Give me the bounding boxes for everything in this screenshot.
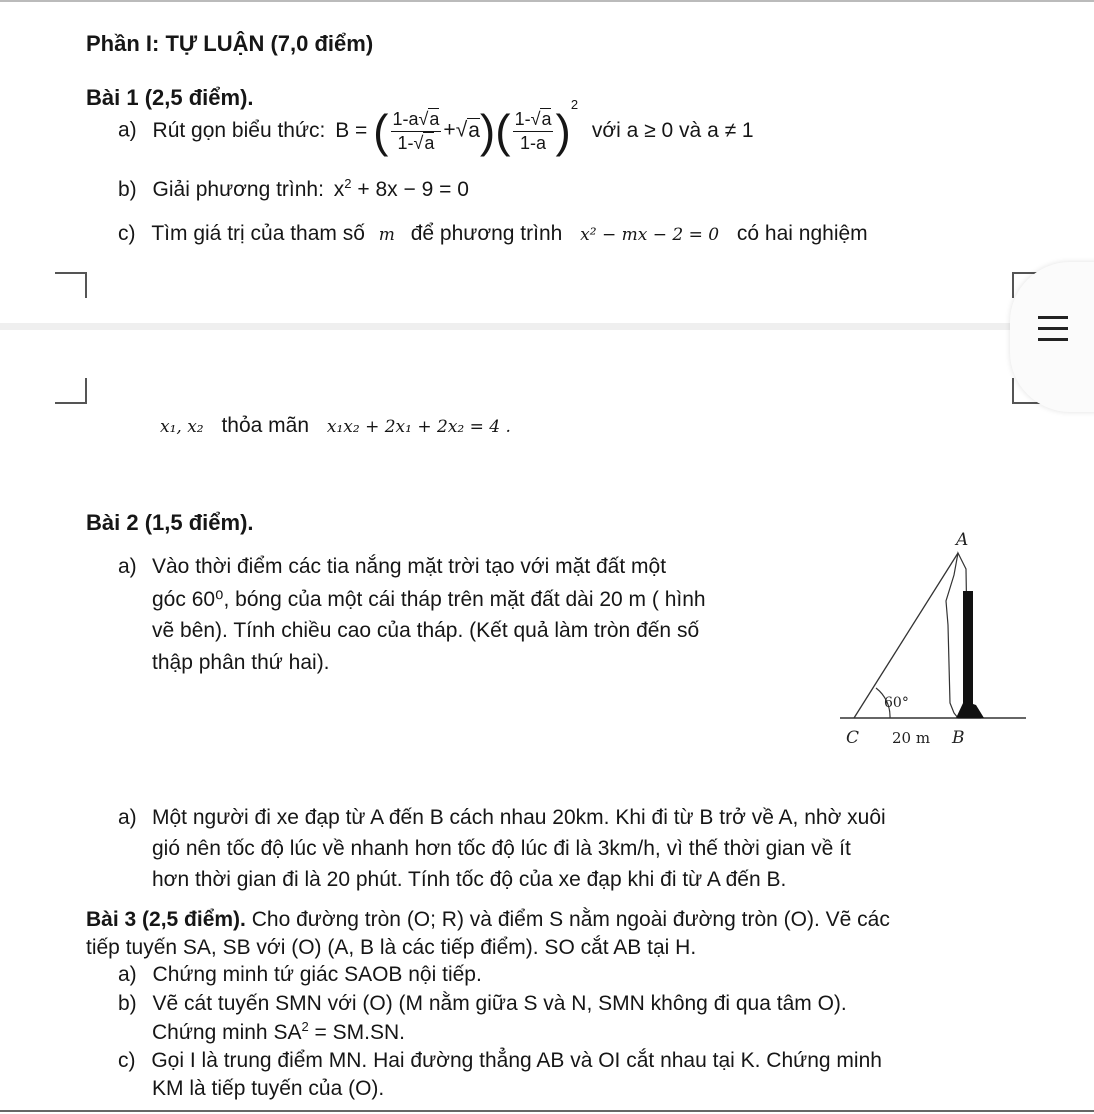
bai3-a bbox=[118, 963, 482, 987]
bai3-intro-2: tiếp tuyến SA, SB với (O) (A, B là các tiếp điểm). SO cắt AB tại H. bbox=[86, 936, 697, 959]
bottom-rule bbox=[0, 1110, 1094, 1112]
bai3-b bbox=[118, 992, 847, 1016]
bai1-b-text: Giải phương trình: bbox=[152, 178, 324, 201]
paren-close-2: ) bbox=[555, 105, 571, 157]
label-angle: 60° bbox=[884, 695, 909, 711]
bai3-intro-1 bbox=[86, 908, 890, 932]
label-B: B bbox=[952, 728, 965, 748]
bai1-c-m: m bbox=[378, 225, 395, 245]
top-rule bbox=[0, 0, 1094, 2]
bai2-a2-line-2: gió nên tốc độ lúc về nhanh hơn tốc độ lúc đi là 3km/h, vì thế thời gian về ít bbox=[152, 837, 851, 860]
bai1-a: a) Rút gọn biểu thức: B = ( $\frac{1-a√a}{1-√a}$ +√a)( $\frac{1-√a}{1-a}$ )$^2$ với a ≥ 0 và a ≠ 1 bbox=[118, 96, 754, 157]
bai1-b bbox=[118, 176, 469, 202]
bai1-c-text1: Tìm giá trị của tham số bbox=[151, 222, 365, 245]
tower-figure bbox=[830, 525, 1030, 755]
bai3-b-line-2: Chứng minh $SA^2 = SM.SN$. bbox=[152, 1019, 405, 1044]
bai1-c-text3: có hai nghiệm bbox=[736, 222, 868, 245]
viewer-divider bbox=[0, 323, 1094, 330]
fraction-2: $\frac{1-√a}{1-a}$ bbox=[514, 108, 552, 153]
bai1-a-label: a) bbox=[118, 118, 137, 142]
bai1-c-continuation bbox=[160, 414, 511, 438]
bai3-title: Bài 3 (2,5 điểm). bbox=[86, 908, 246, 931]
sqrt-a: a bbox=[468, 118, 480, 142]
bai1-c-vars: x₁, x₂ bbox=[160, 417, 204, 437]
paren-open-1: ( bbox=[373, 105, 389, 157]
bai1-title: Bài 1 (2,5 điểm). bbox=[86, 85, 254, 110]
bai3-a-text: Chứng minh tứ giác SAOB nội tiếp. bbox=[152, 963, 482, 986]
section-title: Phần I: TỰ LUẬN (7,0 điểm) bbox=[86, 31, 374, 56]
viewer-overlay-band bbox=[0, 263, 1094, 413]
bai3-c bbox=[118, 1049, 882, 1073]
label-C: C bbox=[846, 728, 860, 748]
bai3-b-text1: Vẽ cát tuyến SMN với (O) (M nằm giữa S và N, SMN không đi qua tâm O). bbox=[152, 992, 847, 1015]
bai1-b-equation: $x^2 + 8x - 9 = 0$ bbox=[333, 176, 469, 201]
bai2-a-line-1: Vào thời điểm các tia nắng mặt trời tạo với mặt đất một bbox=[152, 555, 667, 578]
bai2-a2-line-3: hơn thời gian đi là 20 phút. Tính tốc độ của xe đạp khi đi từ A đến B. bbox=[152, 868, 787, 891]
bai3-a-label: a) bbox=[118, 963, 137, 986]
paren-open-2: ( bbox=[495, 105, 511, 157]
label-A: A bbox=[956, 530, 969, 550]
side-menu-tab[interactable] bbox=[1010, 262, 1094, 412]
bai1-c-cont-equation: x₁x₂ + 2x₁ + 2x₂ = 4 . bbox=[326, 417, 511, 437]
bai3-c-label: c) bbox=[118, 1049, 136, 1072]
crop-corner-bottom-left bbox=[55, 378, 87, 404]
bai3-intro-text: Cho đường tròn (O; R) và điểm S nằm ngoài đường tròn (O). Vẽ các bbox=[251, 908, 890, 931]
bai1-a-condition: với a ≥ 0 và a ≠ 1 bbox=[591, 118, 754, 142]
tower-shaft bbox=[963, 591, 973, 711]
bai1-c-equation: x² − mx − 2 = 0 bbox=[580, 225, 720, 245]
bai2-a-line-2: góc 60⁰, bóng của một cái tháp trên mặt đất dài 20 m ( hình bbox=[152, 588, 706, 611]
sun-ray-line bbox=[854, 553, 958, 718]
fraction-1: $\frac{1-a√a}{1-√a}$ bbox=[392, 108, 440, 153]
bai2-a-line-4: thập phân thứ hai). bbox=[152, 651, 330, 674]
bai2-a-line-3: vẽ bên). Tính chiều cao của tháp. (Kết quả làm tròn đến số bbox=[152, 619, 700, 642]
bai1-c-cont-text: thỏa mãn bbox=[221, 414, 310, 437]
exponent-2: 2 bbox=[570, 96, 579, 112]
bai1-a-B: B = bbox=[335, 118, 368, 142]
label-distance: 20 m bbox=[892, 729, 931, 747]
bai1-b-label: b) bbox=[118, 178, 137, 201]
paren-close-1: ) bbox=[479, 105, 496, 157]
bai2-a2-line-1: Một người đi xe đạp từ A đến B cách nhau 20km. Khi đi từ B trở về A, nhờ xuôi bbox=[152, 806, 886, 829]
bai1-c bbox=[118, 222, 868, 246]
bai1-a-text: Rút gọn biểu thức: bbox=[152, 118, 326, 142]
bai3-b-label: b) bbox=[118, 992, 137, 1015]
bai2-a2-label: a) bbox=[118, 806, 137, 829]
bai3-c-text1: Gọi I là trung điểm MN. Hai đường thẳng AB và OI cắt nhau tại K. Chứng minh bbox=[151, 1049, 882, 1072]
plus-sign: + bbox=[443, 118, 456, 142]
bai1-c-text2: để phương trình bbox=[410, 222, 563, 245]
menu-icon[interactable] bbox=[1038, 312, 1068, 342]
crop-corner-top-left bbox=[55, 272, 87, 298]
bai1-c-label: c) bbox=[118, 222, 136, 245]
bai2-title: Bài 2 (1,5 điểm). bbox=[86, 510, 254, 535]
bai2-a-label: a) bbox=[118, 555, 137, 578]
bai3-c-line-2: KM là tiếp tuyến của (O). bbox=[152, 1077, 385, 1100]
